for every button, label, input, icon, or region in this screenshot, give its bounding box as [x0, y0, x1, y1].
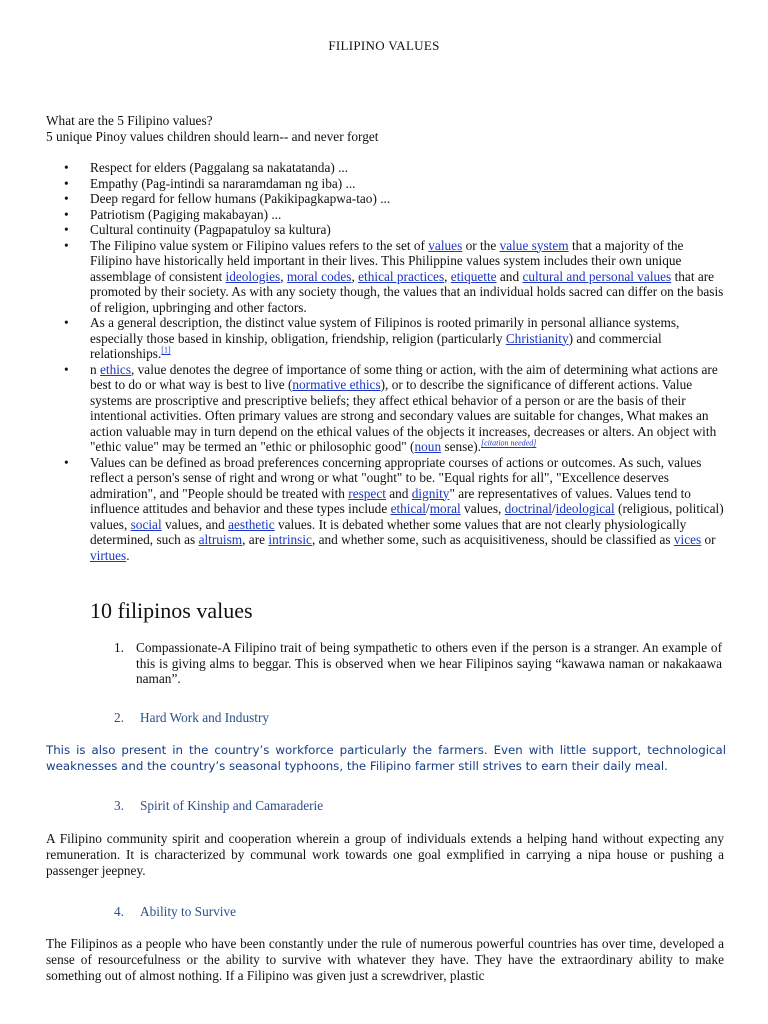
- text-run: values, and: [161, 516, 229, 532]
- citation-link[interactable]: [1]: [161, 345, 171, 355]
- values-bullet-list: [46, 160, 726, 563]
- item-number: 4.: [114, 904, 124, 919]
- text-run: or: [701, 532, 716, 547]
- link-christianity[interactable]: Christianity: [505, 330, 569, 346]
- text-run: ), or to describe the significance of different actions. Value systems are proscriptive and prescriptive beliefs; they affect ethical behavior of a person or are the basis of their intentional activities. Often primary values are strong and secondary values are suitable for changes, What makes an action valuable may in turn depend on the ethical values of the objects it increases, decreases or alters. An object with "ethic value" may be termed an "ethic or philosophic good" (: [90, 377, 717, 454]
- text-run: , and whether some, such as acquisitiveness, should be classified as: [311, 532, 674, 547]
- text-run: and: [496, 268, 523, 284]
- link-doctrinal[interactable]: doctrinal: [504, 501, 552, 516]
- paragraph-hard-work: This is also present in the country’s workforce particularly the farmers. Even with little support, technological weaknesses and the country’s seasonal typhoons, the Filipino farmer still strives to earn their daily meal.: [46, 743, 726, 773]
- link-ethical[interactable]: ethical: [390, 501, 426, 516]
- text-run: The Filipino value system or Filipino values refers to the set of: [90, 237, 429, 253]
- intro-subtitle: 5 unique Pinoy values children should learn-- and never forget: [46, 128, 379, 144]
- link-ideological[interactable]: ideological: [555, 501, 615, 516]
- text-run: , are: [242, 532, 269, 547]
- text-run: (religious, political) values,: [90, 501, 724, 532]
- link-social[interactable]: social: [130, 516, 162, 532]
- bullet-item-general-description: [46, 315, 726, 362]
- link-aesthetic[interactable]: aesthetic: [228, 516, 275, 532]
- intro-block: [46, 113, 726, 144]
- text-run: and: [385, 485, 412, 501]
- link-respect[interactable]: respect: [348, 485, 386, 501]
- text-run: values,: [460, 501, 505, 516]
- link-altruism[interactable]: altruism: [198, 532, 243, 547]
- link-moral[interactable]: moral: [429, 501, 461, 516]
- text-run: .: [126, 547, 130, 563]
- text-run: , value denotes the degree of importance of some thing or action, with the aim of determining what actions are best to do or what way is best to live (: [90, 361, 718, 392]
- link-vices[interactable]: vices: [673, 532, 702, 547]
- link-ethics[interactable]: ethics: [99, 361, 131, 377]
- section-heading-10-values: 10 filipinos values: [90, 598, 253, 623]
- text-run: or the: [462, 237, 500, 253]
- text-run: As a general description, the distinct value system of Filipinos is rooted primarily in personal alliance systems, especially those based in kinship, obligation, friendship, religion (particularly: [90, 315, 680, 346]
- bullet-item: • Empathy (Pag-intindi sa nararamdaman ng iba) ...: [46, 176, 726, 192]
- subheading-ability-to-survive: [114, 904, 236, 920]
- subheading-hard-work: [114, 710, 269, 726]
- item-number: 1.: [114, 640, 124, 655]
- bullet-item: • Patriotism (Pagiging makabayan) ...: [46, 207, 726, 223]
- bullet-item: • Respect for elders (Paggalang sa nakatatanda) ...: [46, 160, 726, 176]
- intro-question: What are the 5 Filipino values?: [46, 113, 213, 128]
- text-run: " are representatives of values. Values tend to influence attitudes and behavior and these types include: [90, 485, 691, 516]
- link-intrinsic[interactable]: intrinsic: [268, 532, 312, 547]
- text-run: ) and commercial relationships.: [90, 330, 662, 361]
- link-ethical-practices[interactable]: ethical practices: [358, 268, 445, 284]
- text-run: n: [90, 361, 100, 377]
- subheading-text: Hard Work and Industry: [140, 710, 270, 725]
- subheading-text: Spirit of Kinship and Camaraderie: [140, 798, 324, 813]
- text-run: values. It is debated whether some values that are not clearly physiologically determined, such as: [90, 516, 687, 547]
- text-run: /: [426, 501, 430, 516]
- bullet-item: • Cultural continuity (Pagpapatuloy sa kultura): [46, 222, 726, 238]
- numbered-item-compassionate: [90, 640, 722, 687]
- document-title: FILIPINO VALUES: [328, 38, 440, 53]
- link-values[interactable]: values: [428, 237, 463, 253]
- link-moral-codes[interactable]: moral codes: [286, 268, 352, 284]
- link-virtues[interactable]: virtues: [90, 547, 127, 563]
- text-run: ,: [280, 268, 287, 284]
- text-run: ,: [444, 268, 451, 284]
- link-dignity[interactable]: dignity: [411, 485, 450, 501]
- text-run: ,: [351, 268, 359, 284]
- link-cultural-personal-values[interactable]: cultural and personal values: [522, 268, 672, 284]
- link-value-system[interactable]: value system: [499, 237, 569, 253]
- bullet-item-ethics: [46, 362, 726, 455]
- subheading-text: Ability to Survive: [140, 904, 237, 919]
- text-run: that a majority of the Filipino have historically held important in their lives. This Philippine values system includes their own unique assemblage of consistent: [90, 237, 684, 284]
- subheading-kinship: [114, 798, 323, 814]
- text-run: that are promoted by their society. As with any society though, the values that an individual holds sacred can differ on the basis of religion, upbringing and other factors.: [90, 268, 724, 315]
- bullet-item: • Deep regard for fellow humans (Pakikipagkapwa-tao) ...: [46, 191, 726, 207]
- item-number: 3.: [114, 798, 124, 813]
- citation-needed-link[interactable]: [citation needed]: [480, 438, 537, 448]
- link-noun[interactable]: noun: [414, 439, 442, 454]
- paragraph-kinship: A Filipino community spirit and cooperation wherein a group of individuals extends a helping hand without expecting any remuneration. It is characterized by communal work towards one goal exmplified in carrying a nipa house or pushing a passenger jeepney.: [46, 831, 724, 878]
- text-run: Values can be defined as broad preferences concerning appropriate courses of actions or outcomes. As such, values reflect a person's sense of right and wrong or what "ought" to be. "Equal rights for all", "Excellence deserves admiration", and "People should be treated with: [90, 454, 702, 501]
- paragraph-ability-to-survive: The Filipinos as a people who have been constantly under the rule of numerous powerful countries has over time, developed a sense of resourcefulness or the ability to survive with whatever they have. They have the extraordinary ability to make something out of almost nothing. If a Filipino was given just a screwdriver, plastic: [46, 936, 724, 983]
- bullet-item-definition: [46, 455, 726, 564]
- text-run: /: [551, 501, 556, 516]
- link-etiquette[interactable]: etiquette: [450, 268, 497, 284]
- link-ideologies[interactable]: ideologies: [225, 268, 281, 284]
- bullet-item-value-system: [46, 238, 726, 316]
- item-text: Compassionate-A Filipino trait of being sympathetic to others even if the person is a stranger. An example of this is giving alms to beggar. This is observed when we hear Filipinos saying “kawawa naman or nakakaawa naman”.: [136, 640, 722, 686]
- link-normative-ethics[interactable]: normative ethics: [292, 377, 381, 392]
- item-number: 2.: [114, 710, 124, 725]
- text-run: sense).: [441, 439, 481, 454]
